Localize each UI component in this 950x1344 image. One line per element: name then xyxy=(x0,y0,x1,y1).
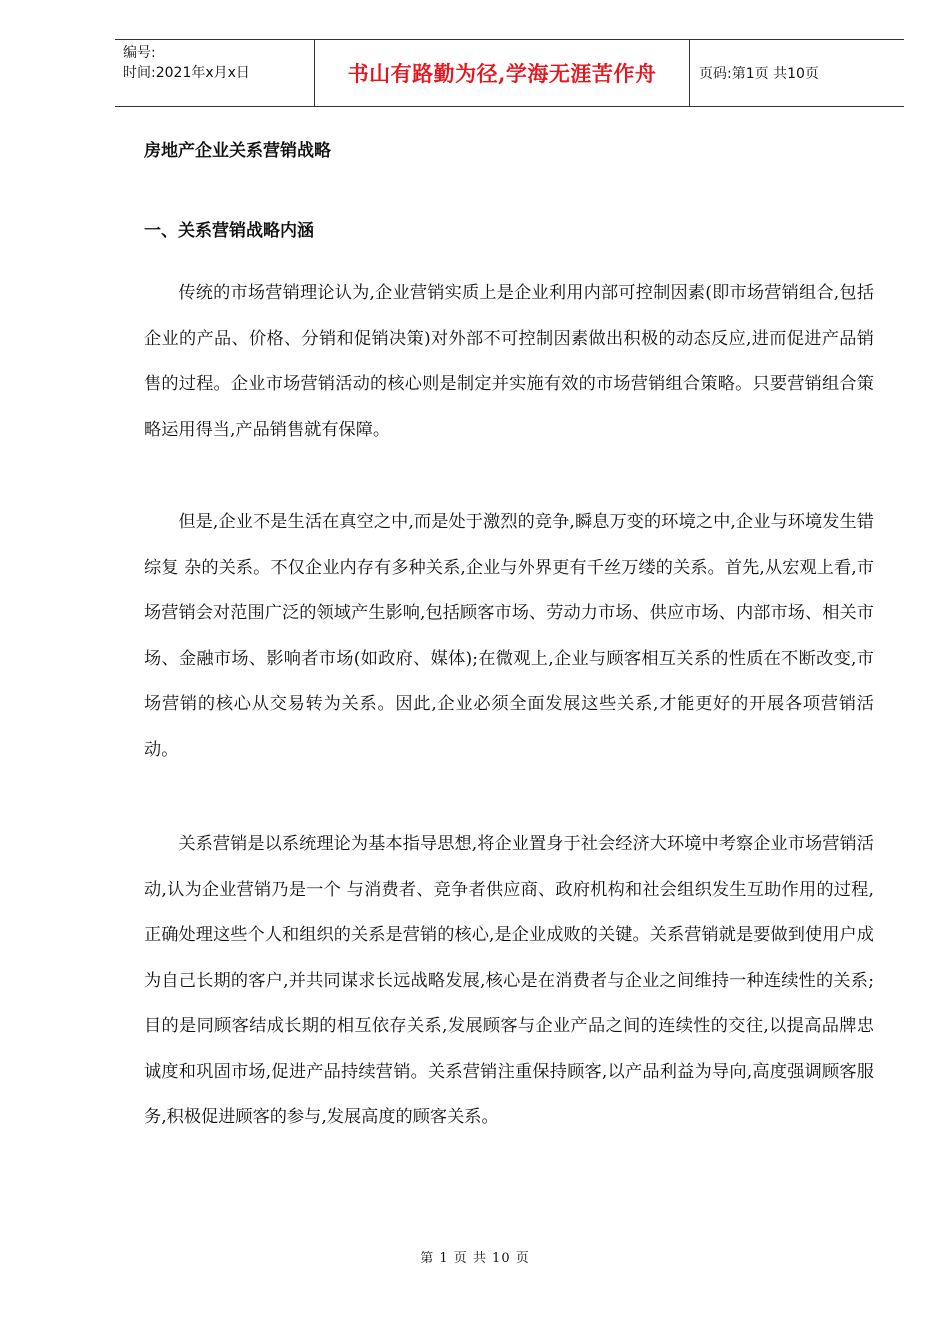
header-meta-cell xyxy=(115,40,315,106)
header-motto-cell xyxy=(315,40,690,106)
header-motto: 书山有路勤为径,学海无涯苦作舟 xyxy=(347,61,657,86)
header-page-cell xyxy=(690,40,904,106)
body-paragraph-2: 但是,企业不是生活在真空之中,而是处于激烈的竞争,瞬息万变的环境之中,企业与环境发生错综复 杂的关系。不仅企业内存有多种关系,企业与外界更有千丝万缕的关系。首先,从宏观上看,市场营销会对范围广泛的领域产生影响,包括顾客市场、劳动力市场、供应市场、内部市场、相关市场、金融市场、影响者市场(如政府、媒体);在微观上,企业与顾客相互关系的性质在不断改变,市场营销的核心从交易转为关系。因此,企业必须全面发展这些关系,才能更好的开展各项营销活动。 xyxy=(144,512,874,760)
body-paragraph-1: 传统的市场营销理论认为,企业营销实质上是企业利用内部可控制因素(即市场营销组合,包括企业的产品、价格、分销和促销决策)对外部不可控制因素做出积极的动态反应,进而促进产品销售的过程。企业市场营销活动的核心则是制定并实施有效的市场营销组合策略。只要营销组合策略运用得当,产品销售就有保障。 xyxy=(144,283,874,440)
document-time-label: 时间:2021年x月x日 xyxy=(123,65,250,81)
page-header-table xyxy=(115,39,904,107)
document-title: 房地产企业关系营销战略 xyxy=(144,141,331,161)
section-heading: 一、关系营销战略内涵 xyxy=(144,221,314,241)
document-number-label: 编号: xyxy=(123,45,156,61)
page-footer: 第 1 页 共 10 页 xyxy=(420,1251,530,1266)
body-paragraph-3: 关系营销是以系统理论为基本指导思想,将企业置身于社会经济大环境中考察企业市场营销活动,认为企业营销乃是一个 与消费者、竞争者供应商、政府机构和社会组织发生互助作用的过程,正确处理这些个人和组织的关系是营销的核心,是企业成败的关键。关系营销就是要做到使用户成为自己长期的客户,并共同谋求长远战略发展,核心是在消费者与企业之间维持一种连续性的关系;目的是同顾客结成长期的相互依存关系,发展顾客与企业产品之间的连续性的交往,以提高品牌忠诚度和巩固市场,促进产品持续营销。关系营销注重保持顾客,以产品利益为导向,高度强调顾客服务,积极促进顾客的参与,发展高度的顾客关系。 xyxy=(144,834,874,1127)
header-page-info: 页码:第1页 共10页 xyxy=(699,66,819,82)
